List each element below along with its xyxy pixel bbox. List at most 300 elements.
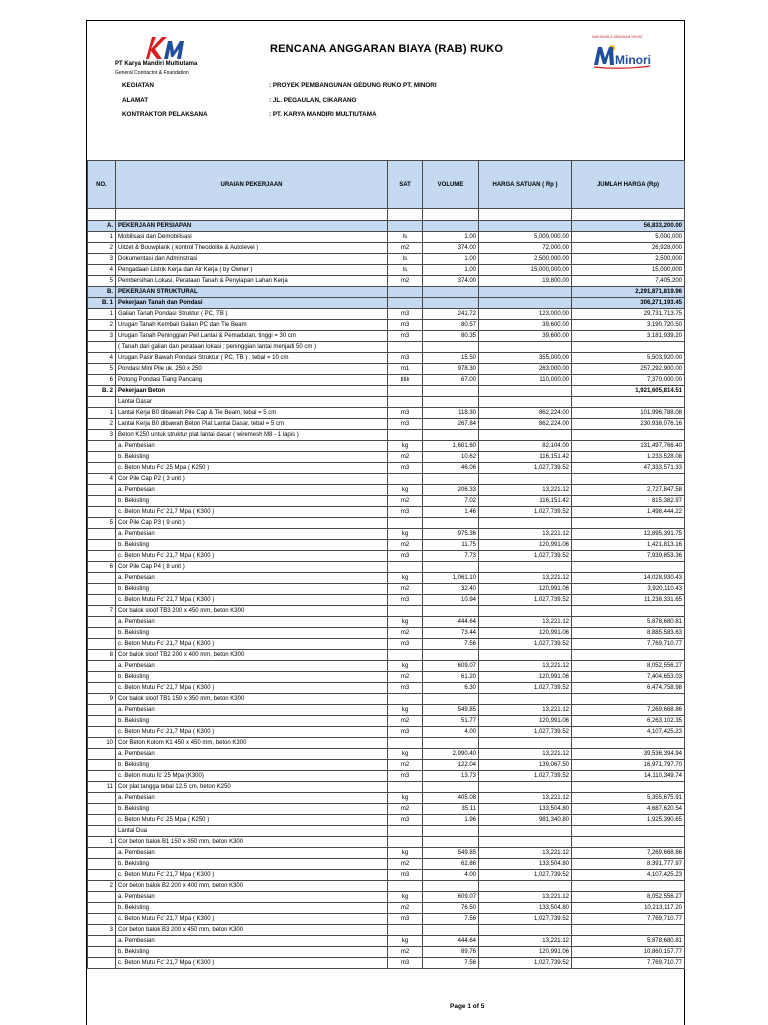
cell-harga-satuan: 862,224.00 xyxy=(479,419,572,430)
cell-volume xyxy=(423,738,479,749)
cell-jumlah-harga: 8,052,556.27 xyxy=(572,892,685,903)
cell-harga-satuan: 13,221.12 xyxy=(479,485,572,496)
cell-volume: 374.00 xyxy=(423,276,479,287)
cell-harga-satuan: 116,151.42 xyxy=(479,496,572,507)
cell-volume: 6.30 xyxy=(423,683,479,694)
cell-no xyxy=(88,551,116,562)
cell-uraian: a. Pembesian xyxy=(116,793,388,804)
cell-uraian: a. Pembesian xyxy=(116,485,388,496)
cell-no: 11 xyxy=(88,782,116,793)
cell-volume: 15.50 xyxy=(423,353,479,364)
cell-no: 6 xyxy=(88,562,116,573)
cell-volume: 118.30 xyxy=(423,408,479,419)
cell-volume: 978.30 xyxy=(423,364,479,375)
cell-harga-satuan: 1,027,739.52 xyxy=(479,595,572,606)
table-row xyxy=(88,826,685,837)
cell-harga-satuan: 13,221.12 xyxy=(479,892,572,903)
cell-volume xyxy=(423,925,479,936)
cell-harga-satuan: 120,991.06 xyxy=(479,947,572,958)
table-row xyxy=(88,804,685,815)
table-row xyxy=(88,848,685,859)
cell-sat: kg xyxy=(388,892,423,903)
cell-no: 5 xyxy=(88,364,116,375)
minori-logo xyxy=(592,35,652,69)
cell-volume xyxy=(423,221,479,232)
table-row xyxy=(88,364,685,375)
cell-no xyxy=(88,628,116,639)
table-row xyxy=(88,496,685,507)
cell-sat xyxy=(388,386,423,397)
cell-uraian: Cor beton balok B2 200 x 400 mm, beton K300 xyxy=(116,881,388,892)
cell-harga-satuan: 13,221.12 xyxy=(479,573,572,584)
cell-jumlah-harga: 8,391,777.97 xyxy=(572,859,685,870)
cell-uraian: Urugan Tanah Peninggian Peil Lantai & Pemadatan, tinggi = 30 cm xyxy=(116,331,388,342)
cell-harga-satuan: 19,800.00 xyxy=(479,276,572,287)
cell-jumlah-harga: 12,895,391.75 xyxy=(572,529,685,540)
cell-volume xyxy=(423,474,479,485)
cell-jumlah-harga xyxy=(572,650,685,661)
cell-harga-satuan xyxy=(479,221,572,232)
cell-uraian: Lantai Dasar xyxy=(116,397,388,408)
cell-volume: 1.00 xyxy=(423,254,479,265)
table-row xyxy=(88,507,685,518)
cell-sat: m2 xyxy=(388,584,423,595)
cell-volume xyxy=(423,287,479,298)
cell-harga-satuan xyxy=(479,826,572,837)
table-body xyxy=(88,209,685,969)
cell-harga-satuan: 133,504.80 xyxy=(479,903,572,914)
cell-volume: 13.73 xyxy=(423,771,479,782)
rab-table xyxy=(87,160,685,969)
cell-sat xyxy=(388,518,423,529)
cell-volume xyxy=(423,397,479,408)
cell-sat: m3 xyxy=(388,595,423,606)
cell-sat: kg xyxy=(388,485,423,496)
cell-harga-satuan: 13,221.12 xyxy=(479,617,572,628)
info-value-kegiatan: : PROYEK PEMBANGUNAN GEDUNG RUKO PT. MINORI xyxy=(269,82,437,89)
cell-harga-satuan: 133,504.80 xyxy=(479,804,572,815)
cell-harga-satuan: 133,504.80 xyxy=(479,859,572,870)
cell-harga-satuan: 5,000,000.00 xyxy=(479,232,572,243)
cell-uraian: c. Beton Mutu Fc' 25 Mpa ( K250 ) xyxy=(116,815,388,826)
cell-sat xyxy=(388,650,423,661)
cell-sat: m2 xyxy=(388,947,423,958)
cell-harga-satuan: 862,224.00 xyxy=(479,408,572,419)
cell-harga-satuan: 39,600.00 xyxy=(479,331,572,342)
cell-uraian: c. Beton Mutu Fc' 21,7 Mpa ( K300 ) xyxy=(116,958,388,969)
table-row xyxy=(88,386,685,397)
cell-jumlah-harga: 3,190,720.50 xyxy=(572,320,685,331)
cell-jumlah-harga: 2,291,871,819.96 xyxy=(572,287,685,298)
cell-volume: 1.96 xyxy=(423,815,479,826)
col-header-volume: VOLUME xyxy=(423,161,479,209)
cell-no xyxy=(88,903,116,914)
cell-sat: m3 xyxy=(388,639,423,650)
cell-harga-satuan: 123,000.00 xyxy=(479,309,572,320)
table-row xyxy=(88,463,685,474)
cell-uraian: c. Beton Mutu Fc' 21,7 Mpa ( K300 ) xyxy=(116,727,388,738)
page-title: RENCANA ANGGARAN BIAYA (RAB) RUKO xyxy=(270,43,504,55)
cell-no xyxy=(88,749,116,760)
cell-volume: 62.86 xyxy=(423,859,479,870)
table-row xyxy=(88,209,685,221)
cell-harga-satuan: 13,221.12 xyxy=(479,529,572,540)
section-row xyxy=(88,287,685,298)
cell-harga-satuan: 1,027,739.52 xyxy=(479,914,572,925)
cell-volume: 1.00 xyxy=(423,265,479,276)
cell-uraian: Cor Beton Kolom K1 450 x 450 mm, beton K300 xyxy=(116,738,388,749)
cell-harga-satuan xyxy=(479,386,572,397)
cell-jumlah-harga: 10,213,117.20 xyxy=(572,903,685,914)
table-row xyxy=(88,705,685,716)
cell-sat: m3 xyxy=(388,727,423,738)
table-row xyxy=(88,672,685,683)
table-header-row xyxy=(88,161,685,209)
cell-jumlah-harga: 5,878,680.81 xyxy=(572,617,685,628)
table-row xyxy=(88,782,685,793)
cell-no: 1 xyxy=(88,309,116,320)
cell-jumlah-harga xyxy=(572,474,685,485)
cell-uraian: Lantai Dua xyxy=(116,826,388,837)
table-row xyxy=(88,276,685,287)
cell-jumlah-harga xyxy=(572,518,685,529)
cell-volume: 609.07 xyxy=(423,661,479,672)
cell-uraian: Urugan Pasir Bawah Pondasi Struktur ( PC, TB ) , tebal = 10 cm xyxy=(116,353,388,364)
cell-sat: m2 xyxy=(388,540,423,551)
cell-harga-satuan: 1,027,739.52 xyxy=(479,507,572,518)
cell-volume: 1.46 xyxy=(423,507,479,518)
table-row xyxy=(88,265,685,276)
cell-sat xyxy=(388,562,423,573)
cell-no xyxy=(88,793,116,804)
cell-no xyxy=(88,496,116,507)
cell-uraian: a. Pembesian xyxy=(116,749,388,760)
cell-volume: 444.64 xyxy=(423,936,479,947)
table-row xyxy=(88,430,685,441)
cell-no xyxy=(88,540,116,551)
cell-sat: ls xyxy=(388,232,423,243)
table-row xyxy=(88,353,685,364)
cell-sat: m3 xyxy=(388,958,423,969)
cell-volume xyxy=(423,518,479,529)
cell-no: 4 xyxy=(88,265,116,276)
table-row xyxy=(88,529,685,540)
cell-sat xyxy=(388,606,423,617)
cell-jumlah-harga: 7,769,710.77 xyxy=(572,639,685,650)
cell-harga-satuan: 1,027,739.52 xyxy=(479,870,572,881)
cell-sat: m3 xyxy=(388,771,423,782)
cell-jumlah-harga: 26,928,000 xyxy=(572,243,685,254)
cell-volume xyxy=(423,694,479,705)
cell-volume: 444.64 xyxy=(423,617,479,628)
cell-sat: m1 xyxy=(388,364,423,375)
cell-no xyxy=(88,397,116,408)
cell-volume: 7.73 xyxy=(423,551,479,562)
cell-uraian: Cor plat tangga tebal 12,5 cm, beton K250 xyxy=(116,782,388,793)
cell-volume: 35.11 xyxy=(423,804,479,815)
cell-no: 10 xyxy=(88,738,116,749)
table-row xyxy=(88,331,685,342)
cell-volume: 1.00 xyxy=(423,232,479,243)
cell-sat: m2 xyxy=(388,452,423,463)
cell-no: 3 xyxy=(88,331,116,342)
info-value-kontraktor: : PT. KARYA MANDIRI MULTIUTAMA xyxy=(269,111,377,118)
table-row xyxy=(88,254,685,265)
cell-harga-satuan: 72,000.00 xyxy=(479,243,572,254)
cell-sat: kg xyxy=(388,793,423,804)
cell-harga-satuan xyxy=(479,694,572,705)
cell-volume xyxy=(423,430,479,441)
cell-jumlah-harga: 230,938,076.16 xyxy=(572,419,685,430)
table-row xyxy=(88,947,685,958)
cell-volume xyxy=(423,386,479,397)
cell-jumlah-harga xyxy=(572,694,685,705)
table-row xyxy=(88,914,685,925)
cell-uraian: a. Pembesian xyxy=(116,661,388,672)
cell-volume: 2,990.40 xyxy=(423,749,479,760)
cell-sat: titik xyxy=(388,375,423,386)
cell-harga-satuan: 120,991.06 xyxy=(479,672,572,683)
cell-no: 3 xyxy=(88,254,116,265)
cell-harga-satuan: 1,027,739.52 xyxy=(479,463,572,474)
cell-jumlah-harga: 47,333,571.33 xyxy=(572,463,685,474)
cell-harga-satuan: 15,000,000.00 xyxy=(479,265,572,276)
cell-sat: m2 xyxy=(388,628,423,639)
cell-no: 4 xyxy=(88,353,116,364)
cell-jumlah-harga: 15,000,000 xyxy=(572,265,685,276)
cell-sat: m3 xyxy=(388,870,423,881)
cell-volume: 405.08 xyxy=(423,793,479,804)
cell-volume xyxy=(423,298,479,309)
cell-sat: kg xyxy=(388,617,423,628)
cell-harga-satuan: 139,067.50 xyxy=(479,760,572,771)
cell-harga-satuan: 13,221.12 xyxy=(479,793,572,804)
company-subtitle: General Contractor & Foundation xyxy=(115,70,189,76)
cell-volume xyxy=(423,837,479,848)
cell-jumlah-harga: 257,292,900.00 xyxy=(572,364,685,375)
cell-harga-satuan xyxy=(479,881,572,892)
cell-no xyxy=(88,584,116,595)
table-row xyxy=(88,606,685,617)
cell-no: 5 xyxy=(88,518,116,529)
table-row xyxy=(88,397,685,408)
cell-uraian: Dokumentasi dan Adminstrasi xyxy=(116,254,388,265)
cell-no xyxy=(88,672,116,683)
cell-jumlah-harga: 11,238,331.65 xyxy=(572,595,685,606)
cell-no xyxy=(88,716,116,727)
table-row xyxy=(88,584,685,595)
cell-uraian: PEKERJAAN PERSIAPAN xyxy=(116,221,388,232)
cell-jumlah-harga: 7,370,000.00 xyxy=(572,375,685,386)
table-row xyxy=(88,837,685,848)
table-row xyxy=(88,958,685,969)
cell-no xyxy=(88,947,116,958)
cell-sat: m2 xyxy=(388,859,423,870)
cell-sat: kg xyxy=(388,749,423,760)
cell-no: 2 xyxy=(88,881,116,892)
cell-jumlah-harga: 5,878,680.81 xyxy=(572,936,685,947)
cell-uraian: Pondasi Mini Pile uk. 250 x 250 xyxy=(116,364,388,375)
cell-sat xyxy=(388,342,423,353)
cell-jumlah-harga xyxy=(572,826,685,837)
cell-sat: m2 xyxy=(388,804,423,815)
cell-uraian: a. Pembesian xyxy=(116,441,388,452)
cell-no xyxy=(88,452,116,463)
cell-volume: 32.40 xyxy=(423,584,479,595)
cell-uraian: Cor balok sloof TB3 200 x 450 mm, beton K300 xyxy=(116,606,388,617)
table-row xyxy=(88,551,685,562)
cell-harga-satuan: 1,027,739.52 xyxy=(479,683,572,694)
cell-no xyxy=(88,573,116,584)
cell-uraian: b. Bekisting xyxy=(116,947,388,958)
table-row xyxy=(88,859,685,870)
cell-sat xyxy=(388,837,423,848)
cell-no: 6 xyxy=(88,375,116,386)
cell-harga-satuan: 116,151.42 xyxy=(479,452,572,463)
cell-harga-satuan: 355,000.00 xyxy=(479,353,572,364)
page-number: Page 1 of 5 xyxy=(450,1003,485,1010)
cell-uraian xyxy=(116,209,388,221)
cell-sat xyxy=(388,474,423,485)
rab-sheet xyxy=(86,20,685,1025)
cell-no: 1 xyxy=(88,408,116,419)
cell-no xyxy=(88,826,116,837)
cell-harga-satuan: 13,221.12 xyxy=(479,848,572,859)
cell-no xyxy=(88,859,116,870)
cell-jumlah-harga: 7,405,200 xyxy=(572,276,685,287)
cell-jumlah-harga xyxy=(572,209,685,221)
cell-jumlah-harga xyxy=(572,430,685,441)
table-row xyxy=(88,408,685,419)
cell-sat xyxy=(388,298,423,309)
cell-jumlah-harga: 815,382.97 xyxy=(572,496,685,507)
table-row xyxy=(88,749,685,760)
cell-no: 4 xyxy=(88,474,116,485)
cell-uraian: a. Pembesian xyxy=(116,892,388,903)
col-header-jumlah-harga: JUMLAH HARGA (Rp) xyxy=(572,161,685,209)
cell-uraian: Pembersihan Lokasi, Perataan Tanah & Penyiapan Lahan Kerja xyxy=(116,276,388,287)
cell-uraian: b. Bekisting xyxy=(116,859,388,870)
cell-jumlah-harga xyxy=(572,342,685,353)
cell-sat: m2 xyxy=(388,760,423,771)
cell-jumlah-harga: 39,536,394.94 xyxy=(572,749,685,760)
table-row xyxy=(88,595,685,606)
cell-volume: 7.56 xyxy=(423,639,479,650)
minori-logo-text: Minori xyxy=(615,53,651,67)
cell-no xyxy=(88,342,116,353)
cell-harga-satuan: 1,027,739.52 xyxy=(479,551,572,562)
cell-sat xyxy=(388,694,423,705)
table-row xyxy=(88,309,685,320)
cell-jumlah-harga xyxy=(572,397,685,408)
table-row xyxy=(88,320,685,331)
cell-jumlah-harga: 7,769,710.77 xyxy=(572,958,685,969)
cell-uraian: c. Beton mutu fc' 25 Mpa (K300) xyxy=(116,771,388,782)
cell-harga-satuan: 82,104.00 xyxy=(479,441,572,452)
cell-uraian: Cor Pile Cap P3 ( 9 unit ) xyxy=(116,518,388,529)
cell-harga-satuan: 13,221.12 xyxy=(479,661,572,672)
cell-uraian: Pengadaan Listrik Kerja dan Air Kerja ( by Owner ) xyxy=(116,265,388,276)
cell-no xyxy=(88,870,116,881)
col-header-sat: SAT xyxy=(388,161,423,209)
cell-harga-satuan xyxy=(479,650,572,661)
cell-volume: 76.50 xyxy=(423,903,479,914)
cell-sat xyxy=(388,287,423,298)
cell-uraian: a. Pembesian xyxy=(116,848,388,859)
cell-harga-satuan: 2,500,000.00 xyxy=(479,254,572,265)
cell-jumlah-harga: 5,503,920.00 xyxy=(572,353,685,364)
cell-jumlah-harga: 14,110,349.74 xyxy=(572,771,685,782)
cell-sat: m3 xyxy=(388,507,423,518)
cell-sat: kg xyxy=(388,661,423,672)
cell-jumlah-harga: 7,769,710.77 xyxy=(572,914,685,925)
cell-uraian: a. Pembesian xyxy=(116,529,388,540)
km-logo-text: KM xyxy=(143,60,145,61)
cell-volume: 80.57 xyxy=(423,320,479,331)
cell-no xyxy=(88,209,116,221)
cell-sat xyxy=(388,826,423,837)
table-row xyxy=(88,760,685,771)
cell-harga-satuan: 1,027,739.52 xyxy=(479,771,572,782)
cell-uraian: Beton K250 untuk struktur plat lantai dasar ( wiremesh M8 - 1 lapis ) xyxy=(116,430,388,441)
table-row xyxy=(88,892,685,903)
cell-harga-satuan: 13,221.12 xyxy=(479,749,572,760)
cell-jumlah-harga xyxy=(572,562,685,573)
table-row xyxy=(88,716,685,727)
cell-volume: 10.94 xyxy=(423,595,479,606)
cell-sat xyxy=(388,738,423,749)
cell-volume xyxy=(423,826,479,837)
cell-jumlah-harga: 1,925,390.65 xyxy=(572,815,685,826)
cell-volume: 609.07 xyxy=(423,892,479,903)
cell-uraian: Pekerjaan Tanah dan Pondasi xyxy=(116,298,388,309)
table-row xyxy=(88,650,685,661)
cell-no: 3 xyxy=(88,430,116,441)
cell-no: 2 xyxy=(88,243,116,254)
cell-uraian: b. Bekisting xyxy=(116,903,388,914)
table-row xyxy=(88,694,685,705)
cell-uraian: a. Pembesian xyxy=(116,617,388,628)
cell-volume: 89.76 xyxy=(423,947,479,958)
cell-jumlah-harga: 5,000,000 xyxy=(572,232,685,243)
cell-jumlah-harga: 101,996,788.08 xyxy=(572,408,685,419)
cell-uraian: c. Beton Mutu Fc' 21,7 Mpa ( K300 ) xyxy=(116,683,388,694)
table-row xyxy=(88,375,685,386)
table-row xyxy=(88,518,685,529)
cell-harga-satuan xyxy=(479,209,572,221)
cell-sat: m3 xyxy=(388,914,423,925)
info-label-alamat: ALAMAT xyxy=(122,97,149,104)
cell-jumlah-harga: 14,028,930.43 xyxy=(572,573,685,584)
cell-uraian: c. Beton Mutu Fc' 21,7 Mpa ( K300 ) xyxy=(116,595,388,606)
cell-uraian: b. Bekisting xyxy=(116,452,388,463)
cell-sat xyxy=(388,430,423,441)
cell-volume: 267.84 xyxy=(423,419,479,430)
cell-harga-satuan: 13,221.12 xyxy=(479,936,572,947)
cell-no: 8 xyxy=(88,650,116,661)
cell-harga-satuan: 110,000.00 xyxy=(479,375,572,386)
cell-sat xyxy=(388,782,423,793)
cell-sat: m3 xyxy=(388,683,423,694)
cell-uraian: c. Beton Mutu Fc' 25 Mpa ( K250 ) xyxy=(116,463,388,474)
cell-volume: 80.35 xyxy=(423,331,479,342)
cell-sat: kg xyxy=(388,529,423,540)
cell-jumlah-harga: 1,233,528.08 xyxy=(572,452,685,463)
cell-no: 9 xyxy=(88,694,116,705)
cell-jumlah-harga: 131,497,766.40 xyxy=(572,441,685,452)
cell-jumlah-harga: 29,731,713.75 xyxy=(572,309,685,320)
cell-uraian: Urugan Tanah Kembali Galian PC dan Tie Beam xyxy=(116,320,388,331)
